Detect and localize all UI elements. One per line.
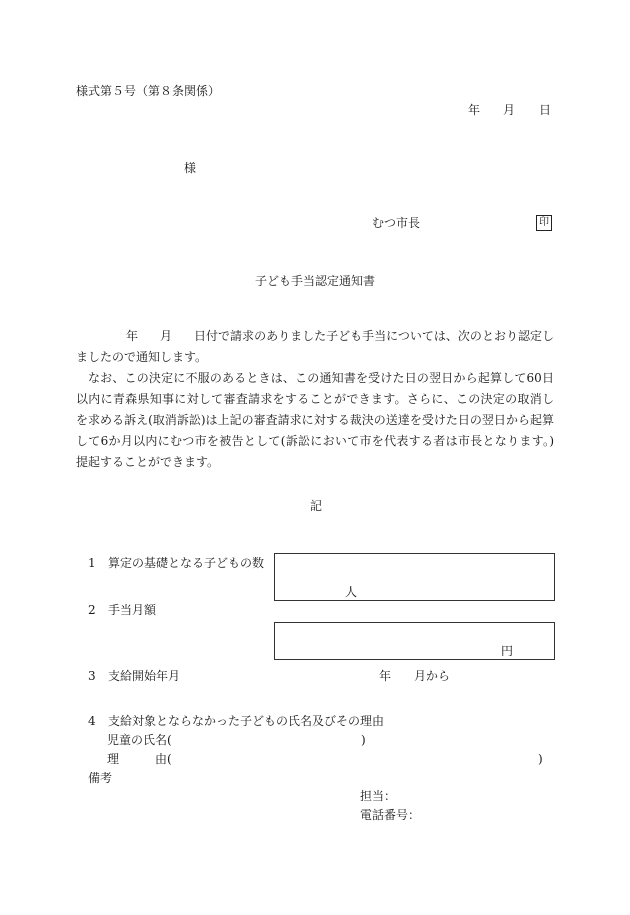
item3-label: 支給開始年月 <box>108 669 181 683</box>
document-title: 子ども手当認定通知書 <box>255 274 376 288</box>
item2-label: 手当月額 <box>108 603 157 617</box>
p1-text: 日付で請求のありました子ども手当については、次のとおり認定しましたので通知します。 <box>76 329 554 364</box>
p1-month: 月 <box>160 329 173 343</box>
recipient-honorific: 様 <box>184 161 197 175</box>
item4-label: 支給対象とならなかった子どもの氏名及びその理由 <box>108 714 385 728</box>
item1-number: 1 <box>88 556 96 570</box>
child-count-unit: 人 <box>345 585 358 599</box>
item3-number: 3 <box>88 669 96 683</box>
p1-year: 年 <box>126 329 139 343</box>
monthly-amount-unit: 円 <box>501 644 514 658</box>
reason-label-2: 由( <box>155 752 172 766</box>
date-year-label: 年 <box>468 103 481 117</box>
date-month-label: 月 <box>503 103 516 117</box>
seal-stamp: 印 <box>536 215 552 231</box>
ki-heading: 記 <box>310 499 323 513</box>
item4-number: 4 <box>88 714 96 728</box>
form-number: 様式第５号（第８条関係） <box>76 84 221 98</box>
paragraph-1 <box>76 326 554 368</box>
child-name-close: ) <box>361 733 366 747</box>
item2-number: 2 <box>88 603 96 617</box>
start-month-suffix: 月から <box>414 669 451 683</box>
child-count-box[interactable] <box>274 553 555 601</box>
contact-phone-label: 電話番号： <box>360 808 421 822</box>
contact-person-label: 担当： <box>360 789 397 803</box>
issuer-name: むつ市長 <box>372 216 421 230</box>
child-name-label: 児童の氏名( <box>107 733 172 747</box>
reason-close: ) <box>538 752 543 766</box>
paragraph-2: なお、この決定に不服のあるときは、この通知書を受けた日の翌日から起算して60日以内に青森県知事に対して審査請求をすることができます。さらに、この決定の取消しを求める訴え(取消訴訟)は上記の審査請求に対する裁決の送達を受けた日の翌日から起算して6か月以内にむつ市を被告として(訴訟において市を代表する者は市長となります。)提起することができます。 <box>76 371 554 469</box>
remarks-label: 備考 <box>88 771 113 785</box>
item1-label: 算定の基礎となる子どもの数 <box>108 556 265 570</box>
reason-label-1: 理 <box>107 752 120 766</box>
monthly-amount-box[interactable] <box>274 622 555 660</box>
date-day-label: 日 <box>539 103 552 117</box>
start-year-label: 年 <box>379 669 392 683</box>
